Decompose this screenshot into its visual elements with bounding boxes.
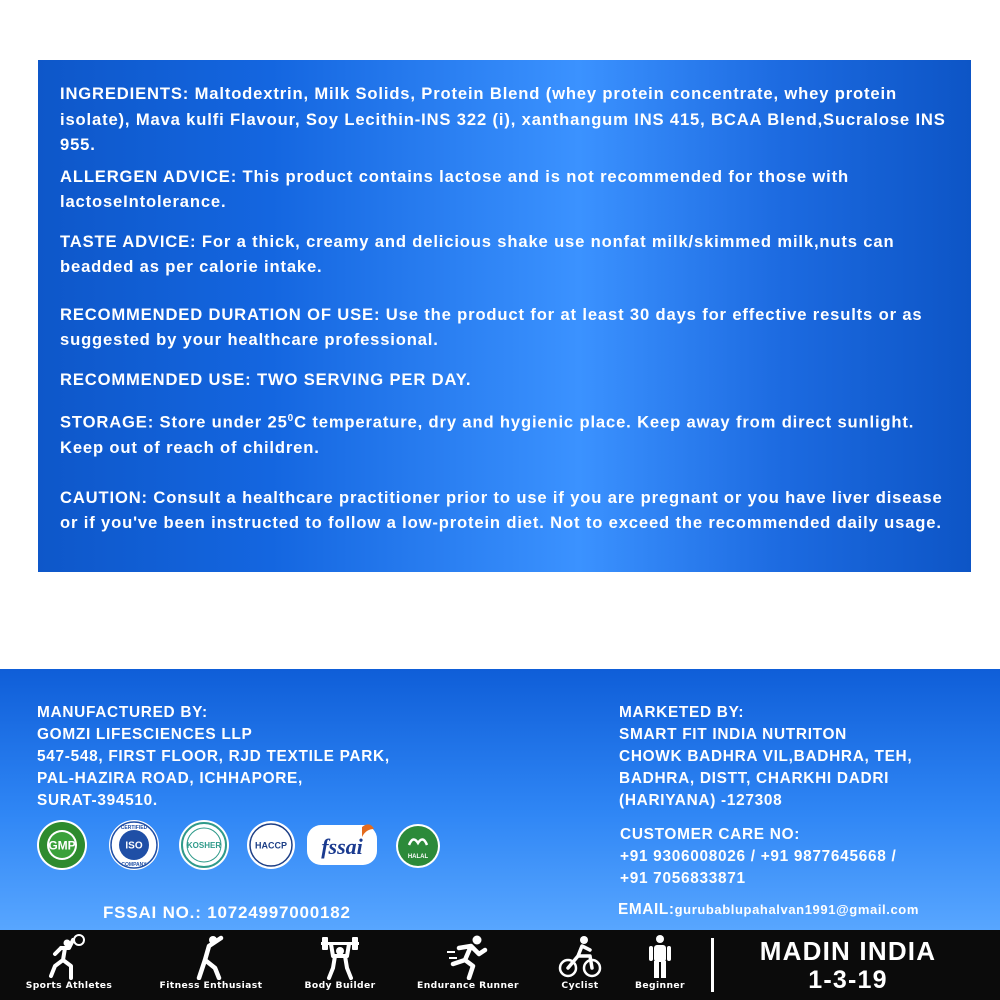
iso-badge-icon <box>107 819 161 871</box>
marketer-line: BADHRA, DISTT, CHARKHI DADRI <box>619 770 890 787</box>
weightlifter-icon <box>319 934 361 980</box>
manufacturer-line: SURAT-394510. <box>37 792 158 809</box>
gmp-badge-text: GMP <box>48 838 76 853</box>
taste-text: For a thick, creamy and delicious shake use nonfat milk/skimmed milk,nuts can beadded as per calorie intake. <box>60 231 895 276</box>
taste-paragraph <box>60 229 953 280</box>
degree-mark: 0 <box>287 413 295 424</box>
cyclist-icon <box>558 934 602 980</box>
haccp-badge <box>246 819 296 871</box>
made-in-block <box>728 936 968 994</box>
volleyball-player-icon <box>47 934 91 980</box>
kosher-badge <box>178 819 230 871</box>
product-info-panel <box>38 60 971 572</box>
gmp-badge <box>36 819 88 871</box>
audience-body-builder <box>295 930 385 1000</box>
marketer-block <box>619 702 989 812</box>
caution-text: Consult a healthcare practitioner prior to use if you are pregnant or you have liver disease or if you've been instructed to follow a low-protein diet. Not to exceed the recommended daily usage. <box>60 487 943 533</box>
ingredients-label: INGREDIENTS: <box>60 84 190 103</box>
fssai-number: FSSAI NO.: 10724997000182 <box>103 903 351 922</box>
runner-icon <box>445 934 491 980</box>
manufacturer-line: GOMZI LIFESCIENCES LLP <box>37 726 253 743</box>
duration-text: Use the product for at least 30 days for effective results or as suggested by your healthcare professional. <box>60 304 923 349</box>
email-line <box>618 901 919 919</box>
email-label: EMAIL: <box>618 901 675 918</box>
marketer-line: CHOWK BADHRA VIL,BADHRA, TEH, <box>619 748 913 765</box>
gmp-badge-icon <box>36 819 88 871</box>
allergen-paragraph <box>60 164 953 215</box>
customer-care-line: +91 7056833871 <box>620 870 746 887</box>
marketer-heading: MARKETED BY: <box>619 704 745 721</box>
haccp-badge-icon <box>246 819 296 871</box>
audience-fitness-enthusiast <box>152 930 270 1000</box>
standing-figure-icon <box>645 934 675 980</box>
bar-divider <box>711 938 714 992</box>
kosher-badge-text: KOSHER <box>186 841 222 850</box>
duration-label: RECOMMENDED DURATION OF USE: <box>60 304 381 324</box>
recommended-use-text: TWO SERVING PER DAY. <box>251 369 472 389</box>
halal-badge-text: HALAL <box>407 854 429 860</box>
audience-label: Fitness Enthusiast <box>159 980 263 991</box>
taste-label: TASTE ADVICE: <box>60 231 197 251</box>
ingredients-text: Maltodextrin, Milk Solids, Protein Blend (whey protein concentrate, whey protein isolate), Mava kulfi Flavour, Soy Lecithin-INS 322 (i), xanthangum INS 415, BCAA Blend,Sucralose INS 955. <box>60 84 946 154</box>
storage-text-before: Store under 25 <box>154 412 288 432</box>
audience-endurance-runner <box>408 930 528 1000</box>
fssai-logo <box>306 821 378 867</box>
audience-label: Sports Athletes <box>25 980 113 991</box>
haccp-badge-text: HACCP <box>254 840 288 851</box>
iso-badge <box>107 819 161 871</box>
recommended-use-label: RECOMMENDED USE: <box>60 369 252 389</box>
storage-paragraph <box>60 406 953 461</box>
target-audience-bar <box>0 930 1000 1000</box>
caution-paragraph <box>60 485 953 536</box>
svg-text:COMPANY: COMPANY <box>121 862 147 868</box>
made-in-code: 1-3-19 <box>808 966 888 994</box>
recommended-use-paragraph <box>60 367 953 393</box>
made-in-text: MADIN INDIA <box>759 936 937 966</box>
audience-label: Beginner <box>634 980 685 991</box>
audience-sports-athletes <box>18 930 120 1000</box>
audience-label: Cyclist <box>561 980 599 991</box>
halal-badge <box>395 823 441 869</box>
stretching-figure-icon <box>191 934 231 980</box>
marketer-line: (HARIYANA) -127308 <box>619 792 783 809</box>
halal-badge-icon <box>395 823 441 869</box>
manufacturer-line: PAL-HAZIRA ROAD, ICHHAPORE, <box>37 770 303 787</box>
marketer-line: SMART FIT INDIA NUTRITON <box>619 726 847 743</box>
audience-cyclist <box>550 930 610 1000</box>
kosher-badge-icon <box>178 819 230 871</box>
company-footer <box>0 669 1000 930</box>
storage-text-after: C temperature, dry and hygienic place. Keep away from direct sunlight. Keep out of reach of children. <box>60 412 915 458</box>
email-address-link[interactable]: gurubablupahalvan1991@gmail.com <box>674 902 920 917</box>
ingredients-paragraph <box>60 81 953 158</box>
customer-care-heading: CUSTOMER CARE NO: <box>620 826 801 843</box>
manufacturer-heading: MANUFACTURED BY: <box>37 704 208 721</box>
fssai-logo-text: fssai <box>321 834 363 859</box>
storage-label: STORAGE: <box>60 412 155 432</box>
manufacturer-line: 547-548, FIRST FLOOR, RJD TEXTILE PARK, <box>37 748 390 765</box>
audience-beginner <box>625 930 695 1000</box>
svg-text:CERTIFIED: CERTIFIED <box>120 825 148 831</box>
manufacturer-block <box>37 702 557 812</box>
audience-label: Body Builder <box>304 980 376 991</box>
iso-badge-text: ISO <box>125 840 143 852</box>
customer-care-line: +91 9306008026 / +91 9877645668 / <box>620 848 897 865</box>
caution-label: CAUTION: <box>60 487 148 507</box>
audience-label: Endurance Runner <box>417 980 519 991</box>
fssai-logo-icon <box>306 821 378 867</box>
customer-care-block <box>620 824 990 890</box>
allergen-label: ALLERGEN ADVICE: <box>60 166 238 186</box>
duration-paragraph <box>60 302 953 353</box>
allergen-text: This product contains lactose and is not recommended for those with lactoseIntolerance. <box>60 166 850 211</box>
